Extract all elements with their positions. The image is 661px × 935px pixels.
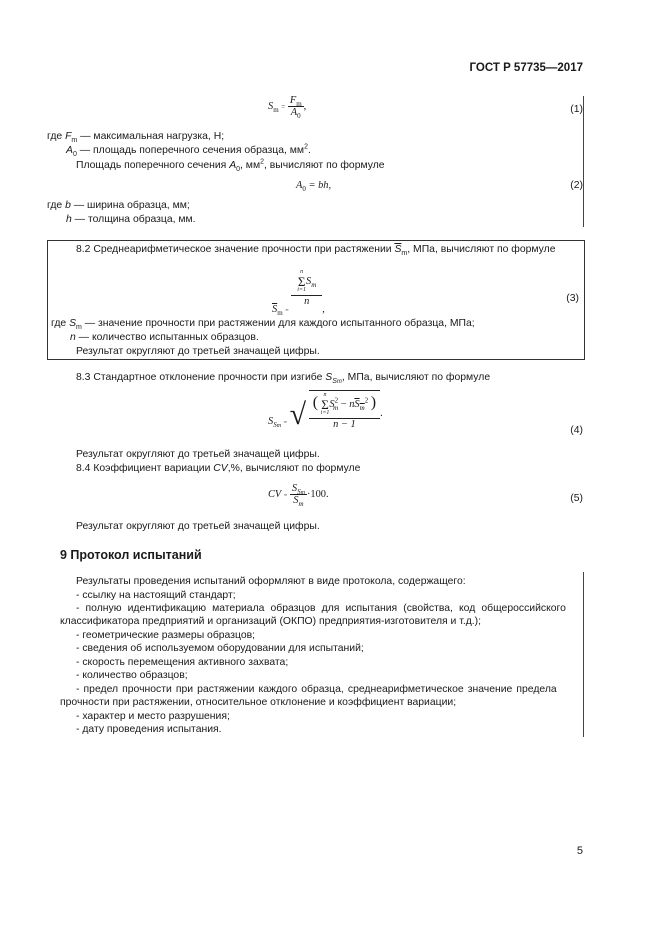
change-bar-top <box>583 96 584 227</box>
equation-5-number: (5) <box>570 493 583 504</box>
equation-5: CV = $\frac{S_{Sm}}{\overline{S}_m}$ ·100. <box>268 483 329 509</box>
list-item: - сведения об используемом оборудовании для испытаний; <box>76 643 364 654</box>
list-item: - скорость перемещения активного захвата; <box>76 657 289 668</box>
list-item: - дату проведения испытания. <box>76 724 222 735</box>
where-line: где $S_m$ — значение прочности при растяжении для каждого испытанного образца, МПа; <box>51 318 475 332</box>
paragraph: Площадь поперечного сечения $A_0$, $мм^2$, вычисляют по формуле <box>76 158 385 174</box>
equation-1-number: (1) <box>570 104 583 115</box>
paragraph: Результат округляют до третьей значащей цифры. <box>76 521 320 532</box>
equation-4: $S_{Sm}$ $_=$ √ ( n Σ i=1 $S^2_m - n\overline{S}_{\overline{m}}^2$ ) n − 1 . <box>268 391 383 431</box>
list-item: - геометрические размеры образцов; <box>76 630 256 641</box>
where-line: где $F_m$ — максимальная нагрузка, Н; <box>47 131 225 145</box>
list-item: - количество образцов; <box>76 670 188 681</box>
list-item: - полную идентификацию материала образцов для испытания (свойства, код общероссийского <box>76 603 566 614</box>
where-line: n — количество испытанных образцов. <box>70 332 259 343</box>
list-item: - характер и место разрушения; <box>76 711 230 722</box>
list-item: - предел прочности при растяжении каждого образца, среднеарифметическое значение предела <box>76 684 557 695</box>
equation-3-number: (3) <box>566 293 579 304</box>
equation-3: $\overline{S}_m$ $_=$ n Σ i=1 $S_m$ n , <box>272 269 325 317</box>
page-number: 5 <box>576 845 583 857</box>
equation-2: $A_0$ = bh, <box>296 180 332 194</box>
sqrt-sign: √ <box>289 398 307 431</box>
equation-2-number: (2) <box>570 180 583 191</box>
fraction: $\frac{S_{Sm}}{\overline{S}_m}$ <box>291 483 305 509</box>
section-8-2: 8.2 Среднеарифметическое значение прочности при растяжении $\overline{S}_m$, МПа, вычисляют по формуле <box>76 244 556 258</box>
where-line: где b — ширина образца, мм; <box>47 200 190 211</box>
section-8-3: 8.3 Стандартное отклонение прочности при изгибе $S_{Sm}$, МПа, вычисляют по формуле <box>76 372 491 386</box>
paragraph: Результаты проведения испытаний оформляют в виде протокола, содержащего: <box>76 576 466 587</box>
equation-1: $S_m$ = $\frac{F_m}{A_0}$ , <box>268 95 307 121</box>
equation-4-number: (4) <box>570 425 583 436</box>
fraction: ( n Σ i=1 $S^2_m - n\overline{S}_{\overline{m}}^2$ ) n − 1 <box>309 390 380 430</box>
section-8-4: 8.4 Коэффициент вариации CV,%, вычисляют по формуле <box>76 463 361 474</box>
list-item: - ссылку на настоящий стандарт; <box>76 590 236 601</box>
where-line: $A_0$ — площадь поперечного сечения образца, $мм^2$. <box>66 143 311 159</box>
where-line: h — толщина образца, мм. <box>66 214 196 225</box>
fraction: n Σ i=1 $S_m$ n <box>291 268 322 307</box>
list-item: прочности при растяжении, относительное отклонение и коэффициент вариации; <box>60 697 457 708</box>
paragraph: Результат округляют до третьей значащей цифры. <box>76 449 320 460</box>
section-9-heading: 9 Протокол испытаний <box>60 548 202 562</box>
list-item: классификатора предприятий и организаций (ОКПО) предприятия-изготовителя и т.д.); <box>60 616 482 627</box>
change-bar-section9 <box>583 572 584 737</box>
document-header: ГОСТ Р 57735—2017 <box>469 62 583 74</box>
fraction: $\frac{F_m}{A_0}$ <box>289 95 302 121</box>
paragraph: Результат округляют до третьей значащей цифры. <box>76 346 320 357</box>
